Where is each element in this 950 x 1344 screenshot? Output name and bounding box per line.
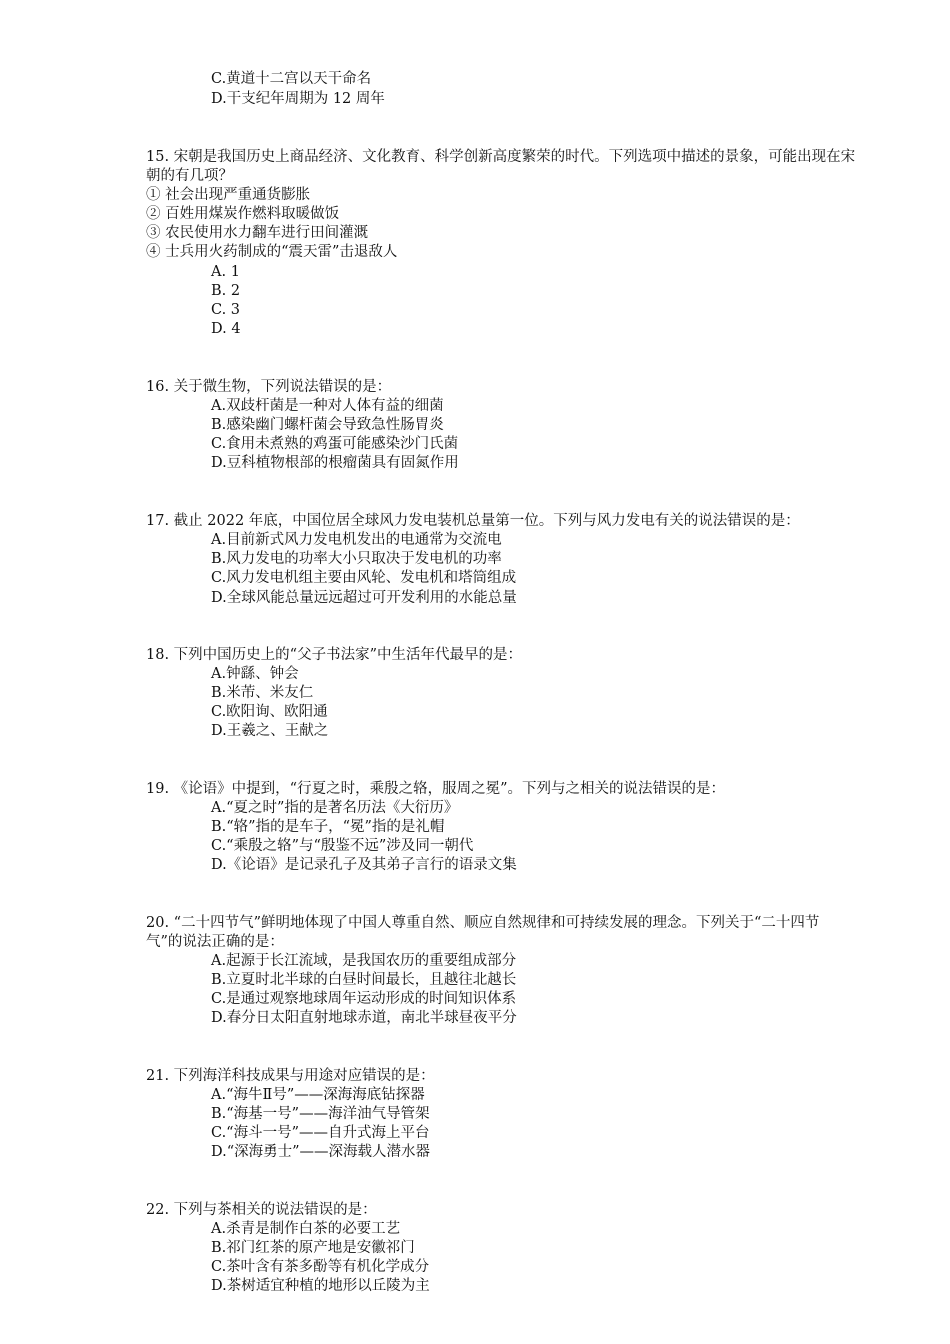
option-c: C.食用未煮熟的鸡蛋可能感染沙门氏菌 — [211, 436, 459, 452]
option-a: A.杀青是制作白茶的必要工艺 — [211, 1221, 401, 1237]
option-b: B.风力发电的功率大小只取决于发电机的功率 — [211, 551, 502, 567]
option-a: A. 1 — [211, 264, 240, 280]
question-stem: 20. “二十四节气”鲜明地体现了中国人尊重自然、顺应自然规律和可持续发展的理念。下列关于“二十四节 — [146, 915, 820, 931]
statement-item: ④ 士兵用火药制成的“震天雷”击退敌人 — [146, 244, 398, 260]
option-a: A.钟繇、钟会 — [211, 666, 299, 682]
option-d: D.《论语》是记录孔子及其弟子言行的语录文集 — [211, 857, 517, 873]
option-b: B.米芾、米友仁 — [211, 685, 314, 701]
option-c: C.欧阳询、欧阳通 — [211, 704, 328, 720]
option-c: C.是通过观察地球周年运动形成的时间知识体系 — [211, 991, 517, 1007]
option-c: C.风力发电机组主要由风轮、发电机和塔筒组成 — [211, 570, 517, 586]
option-text: D.干支纪年周期为 12 周年 — [211, 91, 385, 107]
option-b: B. 2 — [211, 283, 241, 299]
option-d: D.春分日太阳直射地球赤道，南北半球昼夜平分 — [211, 1010, 517, 1026]
option-d: D. 4 — [211, 321, 241, 337]
option-c: C.“乘殷之辂”与“殷鉴不远”涉及同一朝代 — [211, 838, 474, 854]
option-b: B.感染幽门螺杆菌会导致急性肠胃炎 — [211, 417, 444, 433]
question-stem: 17. 截止 2022 年底，中国位居全球风力发电装机总量第一位。下列与风力发电有关的说法错误的是： — [146, 513, 800, 529]
question-stem: 22. 下列与茶相关的说法错误的是： — [146, 1202, 377, 1218]
statement-item: ③ 农民使用水力翻车进行田间灌溉 — [146, 225, 369, 241]
option-d: D.王羲之、王献之 — [211, 723, 329, 739]
option-text: C.黄道十二宫以天干命名 — [211, 71, 372, 87]
question-stem: 15. 宋朝是我国历史上商品经济、文化教育、科学创新高度繁荣的时代。下列选项中描述的景象，可能出现在宋 — [146, 149, 856, 165]
option-c: C. 3 — [211, 302, 241, 318]
option-a: A.“海牛Ⅱ号”——深海海底钻探器 — [211, 1087, 425, 1103]
option-b: B.“辂”指的是车子，“冕”指的是礼帽 — [211, 819, 445, 835]
option-b: B.祁门红茶的原产地是安徽祁门 — [211, 1240, 415, 1256]
option-a: A.目前新式风力发电机发出的电通常为交流电 — [211, 532, 502, 548]
option-d: D.全球风能总量远远超过可开发利用的水能总量 — [211, 590, 517, 606]
option-d: D.豆科植物根部的根瘤菌具有固氮作用 — [211, 455, 459, 471]
option-c: C.茶叶含有茶多酚等有机化学成分 — [211, 1259, 430, 1275]
option-b: B.“海基一号”——海洋油气导管架 — [211, 1106, 430, 1122]
option-d: D.“深海勇士”——深海载人潜水器 — [211, 1144, 431, 1160]
statement-item: ② 百姓用煤炭作燃料取暖做饭 — [146, 206, 340, 222]
option-d: D.茶树适宜种植的地形以丘陵为主 — [211, 1278, 430, 1294]
option-c: C.“海斗一号”——自升式海上平台 — [211, 1125, 430, 1141]
question-stem: 18. 下列中国历史上的“父子书法家”中生活年代最早的是： — [146, 647, 522, 663]
statement-item: ① 社会出现严重通货膨胀 — [146, 187, 311, 203]
question-stem: 19. 《论语》中提到，“行夏之时，乘殷之辂，服周之冕”。下列与之相关的说法错误的是： — [146, 781, 725, 797]
option-a: A.起源于长江流域，是我国农历的重要组成部分 — [211, 953, 517, 969]
question-stem: 16. 关于微生物，下列说法错误的是： — [146, 379, 392, 395]
question-stem: 21. 下列海洋科技成果与用途对应错误的是： — [146, 1068, 435, 1084]
option-a: A.双歧杆菌是一种对人体有益的细菌 — [211, 398, 444, 414]
option-a: A.“夏之时”指的是著名历法《大衍历》 — [211, 800, 459, 816]
question-stem: 朝的有几项？ — [146, 168, 233, 184]
question-stem: 气”的说法正确的是： — [146, 934, 284, 950]
option-b: B.立夏时北半球的白昼时间最长，且越往北越长 — [211, 972, 517, 988]
